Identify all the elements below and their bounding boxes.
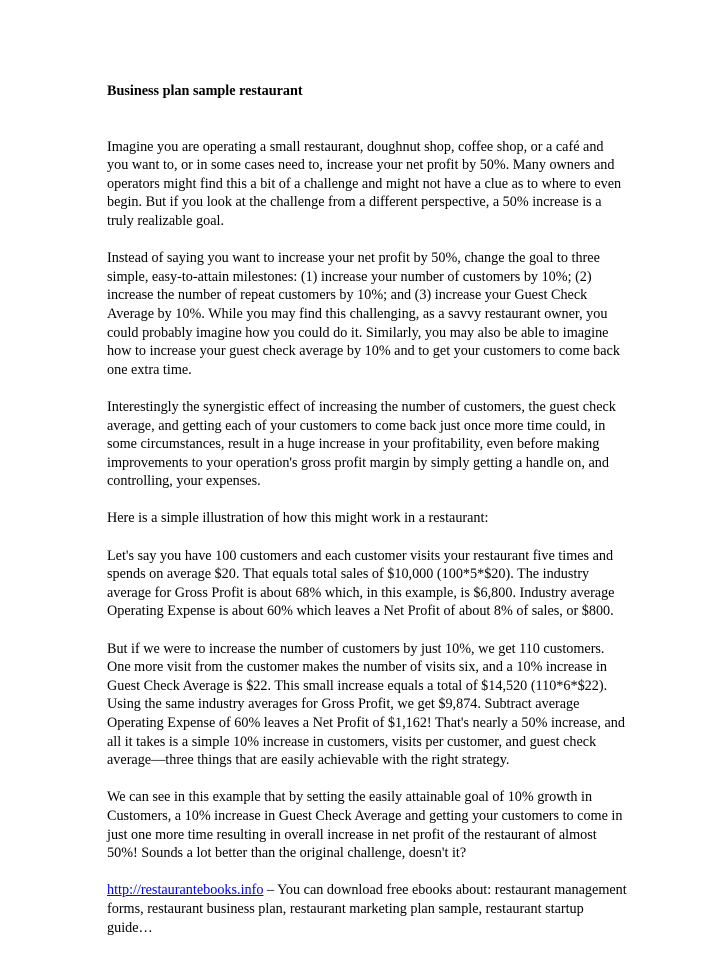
- paragraph-synergy: Interestingly the synergistic effect of increasing the number of customers, the guest check average, and getting each of your customers to come back just once more time could, in some circumstances, result in a huge increase in your profitability, even before making improvements to your operation's gross profit margin by simply getting a handle on, and controlling, your expenses.: [107, 398, 616, 490]
- footer-text: – You can download free ebooks about: restaurant management forms, restaurant business plan, restaurant marketing plan sample, restaurant startup guide…: [107, 882, 627, 936]
- document-title: Business plan sample restaurant: [107, 83, 303, 99]
- paragraph-illustration-intro: Here is a simple illustration of how this might work in a restaurant:: [107, 510, 489, 527]
- paragraph-milestones: Instead of saying you want to increase your net profit by 50%, change the goal to three simple, easy-to-attain milestones: (1) increase your number of customers by 10%; (2) increase the number of repeat customers by 10%; and (3) increase your Guest Check Average by 10%. While you may find this challenging, as a savvy restaurant owner, you could probably imagine how you could do it. Similarly, you may also be able to imagine how to increase your guest check average by 10% and to get your customers to come back one extra time.: [107, 250, 620, 378]
- ebooks-link[interactable]: http://restaurantebooks.info: [107, 882, 264, 899]
- footer-paragraph: [107, 881, 627, 937]
- paragraph-baseline-example: Let's say you have 100 customers and each customer visits your restaurant five times and spends on average $20. That equals total sales of $10,000 (100*5*$20). The industry average for Gross Profit is about 68% which, in this example, is $6,800. Industry average Operating Expense is about 60% which leaves a Net Profit of about 8% of sales, or $800.: [107, 547, 615, 620]
- paragraph-increase-example: But if we were to increase the number of customers by just 10%, we get 110 customers. One more visit from the customer makes the number of visits six, and a 10% increase in Guest Check Average is $22. This small increase equals a total of $14,520 (110*6*$22). Using the same industry averages for Gross Profit, we get $9,874. Subtract average Operating Expense of 60% leaves a Net Profit of $1,162! That's nearly a 50% increase, and all it takes is a simple 10% increase in customers, visits per customer, and guest check average—three things that are easily achievable with the right strategy.: [107, 640, 625, 769]
- document-page: [107, 82, 627, 956]
- paragraph-conclusion: We can see in this example that by setting the easily attainable goal of 10% growth in Customers, a 10% increase in Guest Check Average and getting your customers to come in just one more time resulting in overall increase in net profit of the restaurant of almost 50%! Sounds a lot better than the original challenge, doesn't it?: [107, 789, 623, 862]
- paragraph-intro: Imagine you are operating a small restaurant, doughnut shop, coffee shop, or a café and you want to, or in some cases need to, increase your net profit by 50%. Many owners and operators might find this a bit of a challenge and might not have a clue as to where to even begin. But if you look at the challenge from a different perspective, a 50% increase is a truly realizable goal.: [107, 138, 622, 229]
